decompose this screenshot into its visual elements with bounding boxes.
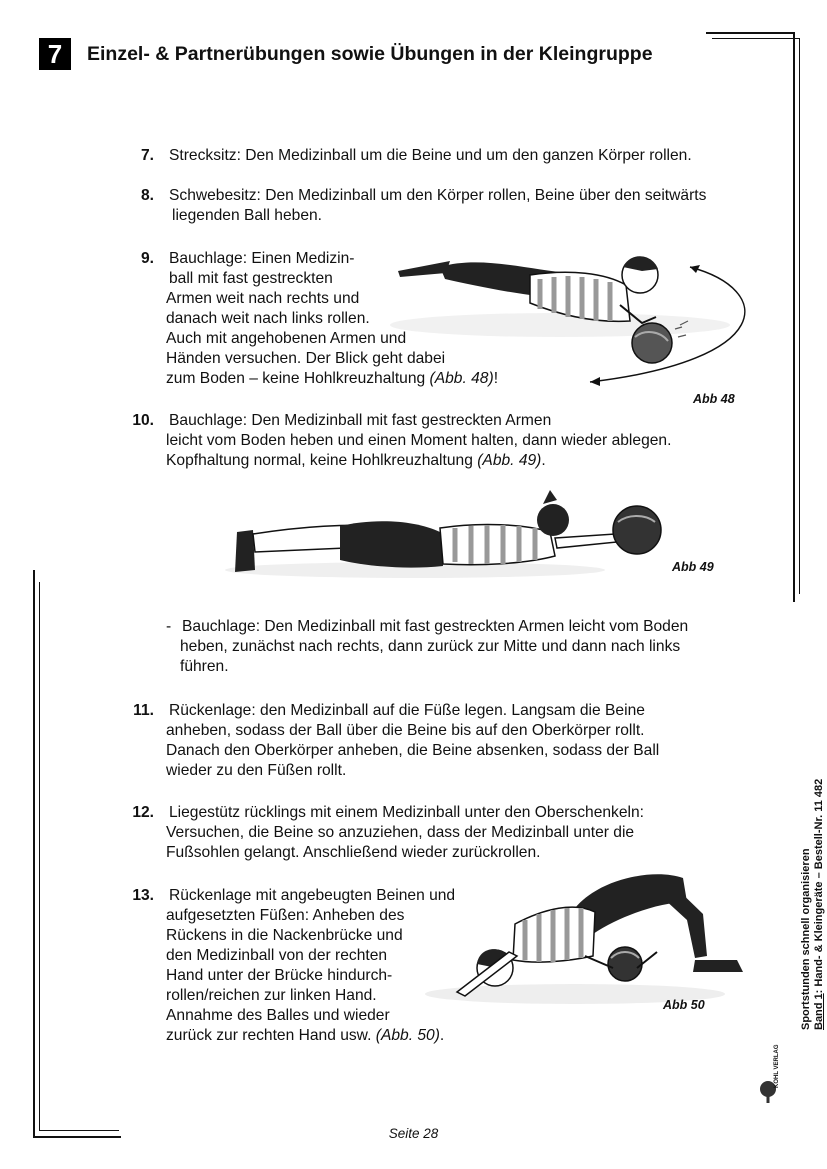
item-9-line-1: Bauchlage: Einen Medizin-: [169, 250, 355, 267]
dash-item-line-1: Bauchlage: Den Medizinball mit fast gestreckten Armen leicht vom Boden: [182, 618, 689, 635]
figure-49-caption: Abb 49: [672, 560, 714, 574]
item-7-text: Strecksitz: Den Medizinball um die Beine und um den ganzen Körper rollen.: [169, 147, 692, 164]
chapter-number: 7: [39, 38, 71, 70]
sidebar-band-rest: : Hand- & Kleingeräte – Bestell-Nr. 11 482: [813, 778, 825, 994]
item-13-number: 13.: [132, 887, 154, 904]
item-13-line-3: Rückens in die Nackenbrücke und: [166, 927, 403, 944]
item-13-line-7: Annahme des Balles und wieder: [166, 1007, 390, 1024]
item-10-line-3-text: Kopfhaltung normal, keine Hohlkreuzhaltung: [166, 452, 478, 469]
item-8-line-2: liegenden Ball heben.: [172, 207, 322, 224]
sidebar-series-title: Sportstunden schnell organisieren: [800, 848, 812, 1030]
frame-left-line-2: [39, 582, 40, 1130]
item-9-line-4: danach weit nach links rollen.: [166, 310, 370, 327]
item-10-line-3-end: .: [541, 452, 546, 469]
item-8-number: 8.: [140, 187, 154, 204]
item-7-number: 7.: [140, 147, 154, 164]
item-12-line-2: Versuchen, die Beine so anzuziehen, dass der Medizinball unter die: [166, 824, 635, 841]
item-12-line-3: Fußsohlen gelangt. Anschließend wieder zurückrollen.: [166, 844, 541, 861]
figure-50-caption: Abb 50: [663, 998, 705, 1012]
item-13-line-2: aufgesetzten Füßen: Anheben des: [166, 907, 405, 924]
item-13-line-5: Hand unter der Brücke hindurch-: [166, 967, 393, 984]
frame-right-line-2: [799, 38, 800, 594]
item-9-line-7-text: zum Boden – keine Hohlkreuzhaltung: [166, 370, 430, 387]
item-13-line-8-end: .: [439, 1027, 445, 1044]
figure-ref-48: (Abb. 48): [429, 370, 494, 387]
item-11-line-3: Danach den Oberkörper anheben, die Beine absenken, sodass der Ball: [166, 742, 660, 759]
sidebar-order-info: [813, 779, 826, 1030]
frame-top-line-1: [706, 32, 794, 34]
figure-49-illustration: [225, 482, 675, 582]
frame-left-line-1: [33, 570, 35, 1138]
item-13-line-1: Rückenlage mit angebeugten Beinen und: [169, 887, 456, 904]
item-13-line-4: den Medizinball von der rechten: [166, 947, 388, 964]
frame-top-line-2: [712, 38, 800, 39]
item-11-number: 11.: [133, 702, 154, 719]
frame-right-line-1: [793, 32, 795, 602]
item-9-line-3: Armen weit nach rechts und: [166, 290, 360, 307]
figure-ref-49: (Abb. 49): [477, 452, 542, 469]
item-12-line-1: Liegestütz rücklings mit einem Medizinball unter den Oberschenkeln:: [169, 804, 644, 821]
item-10-number: 10.: [132, 412, 154, 429]
item-9-line-5: Auch mit angehobenen Armen und: [166, 330, 407, 347]
sidebar-series-info: [800, 779, 826, 1030]
item-11-line-4: wieder zu den Füßen rollt.: [166, 762, 347, 779]
sidebar-band: Band 1: [813, 993, 825, 1030]
publisher-name: KOHL VERLAG: [774, 1044, 780, 1088]
page-number: Seite 28: [388, 1126, 439, 1141]
item-11-line-1: Rückenlage: den Medizinball auf die Füße legen. Langsam die Beine: [169, 702, 645, 719]
item-13-line-8-text: zurück zur rechten Hand usw.: [166, 1027, 376, 1044]
item-10-line-2: leicht vom Boden heben und einen Moment halten, dann wieder ablegen.: [166, 432, 672, 449]
figure-50-illustration: [425, 868, 755, 1008]
item-9-line-2: ball mit fast gestreckten: [169, 270, 333, 287]
item-9-line-7-end: !: [493, 370, 499, 387]
figure-48-caption: Abb 48: [693, 392, 735, 406]
item-8-line-1: Schwebesitz: Den Medizinball um den Körper rollen, Beine über den seitwärts: [169, 187, 707, 204]
item-10-line-3: [166, 451, 546, 471]
chapter-title: Einzel- & Partnerübungen sowie Übungen in der Kleingruppe: [87, 43, 653, 65]
dash-item-line-2: heben, zunächst nach rechts, dann zurück zur Mitte und dann nach links: [180, 638, 681, 655]
item-11-line-2: anheben, sodass der Ball über die Beine bis auf den Oberkörper rollt.: [166, 722, 645, 739]
item-10-line-1: Bauchlage: Den Medizinball mit fast gestreckten Armen: [169, 412, 552, 429]
publisher-logo: [756, 1040, 792, 1106]
item-12-number: 12.: [132, 804, 154, 821]
dash-item-mark: -: [166, 618, 172, 635]
item-9-line-6: Händen versuchen. Der Blick geht dabei: [166, 350, 446, 367]
item-9-number: 9.: [140, 250, 154, 267]
item-13-line-6: rollen/reichen zur linken Hand.: [166, 987, 377, 1004]
dash-item-line-3: führen.: [180, 658, 229, 675]
figure-ref-50: (Abb. 50): [375, 1027, 440, 1044]
figure-48-illustration: [390, 245, 770, 390]
item-13-line-8: [166, 1026, 444, 1046]
